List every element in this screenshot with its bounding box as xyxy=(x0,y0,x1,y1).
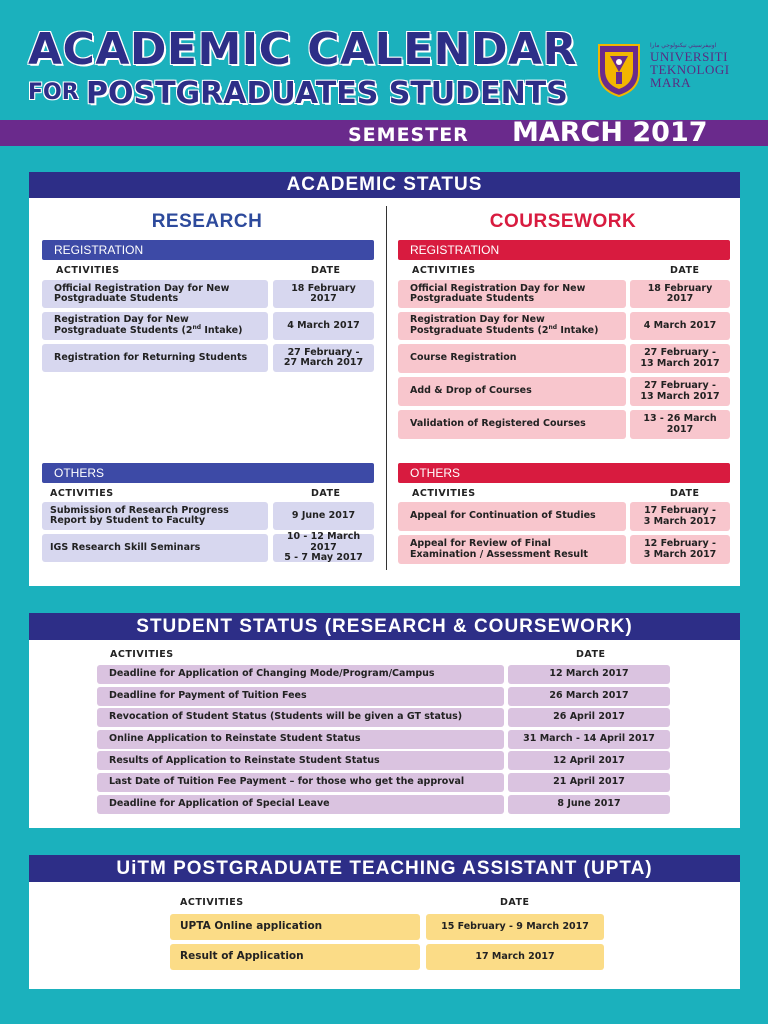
upta-date-header: DATE xyxy=(500,897,530,908)
coursework-reg-row-2-text-end: Intake) xyxy=(557,325,599,337)
coursework-others-row-2-activity: Appeal for Review of Final Examination / Assessment Result xyxy=(398,535,626,564)
student-status-row-4-activity: Online Application to Reinstate Student Status xyxy=(97,730,504,749)
column-divider xyxy=(386,206,387,570)
upta-activities-header: ACTIVITIES xyxy=(180,897,244,908)
logo-line-3: MARA xyxy=(650,75,692,90)
upta-row-2-activity: Result of Application xyxy=(170,944,420,970)
coursework-reg-row-2-sup: nd xyxy=(548,324,558,332)
student-status-row-3-activity: Revocation of Student Status (Students will be given a GT status) xyxy=(97,708,504,727)
student-status-row-2-date: 26 March 2017 xyxy=(508,687,670,706)
research-registration-bar: REGISTRATION xyxy=(42,240,374,260)
coursework-registration-bar: REGISTRATION xyxy=(398,240,730,260)
date-line-1: 12 February - xyxy=(644,538,716,550)
logo-line-1: UNIVERSITI xyxy=(650,49,728,64)
upta-row-1-date: 15 February - 9 March 2017 xyxy=(426,914,604,940)
research-others-row-1-activity: Submission of Research Progress Report by Student to Faculty xyxy=(42,502,268,530)
coursework-reg-row-1-date: 18 February 2017 xyxy=(630,280,730,308)
date-line-1: 27 February - xyxy=(287,346,360,358)
research-others-date-header: DATE xyxy=(311,488,341,499)
coursework-reg-row-3-activity: Course Registration xyxy=(398,344,626,373)
research-date-header: DATE xyxy=(311,265,341,276)
date-line-2: 13 March 2017 xyxy=(640,390,720,402)
research-reg-row-1-activity: Official Registration Day for New Postgraduate Students xyxy=(42,280,268,308)
coursework-title: COURSEWORK xyxy=(489,211,637,232)
research-others-row-1-date: 9 June 2017 xyxy=(273,502,374,530)
semester-label xyxy=(336,115,738,151)
date-line-1: 10 - 12 March 2017 xyxy=(286,531,361,553)
coursework-others-row-2-date xyxy=(630,535,730,564)
coursework-activities-header: ACTIVITIES xyxy=(412,265,476,276)
research-others-row-2-activity: IGS Research Skill Seminars xyxy=(42,534,268,562)
coursework-reg-row-2-text: Registration Day for New Postgraduate Students (2 xyxy=(410,313,549,337)
coursework-reg-row-5-activity: Validation of Registered Courses xyxy=(398,410,626,439)
coursework-reg-row-5-date xyxy=(630,410,730,439)
date-line-1: 13 - 26 March xyxy=(643,413,717,425)
date-line-1: 17 February - xyxy=(644,505,716,517)
research-activities-header: ACTIVITIES xyxy=(56,265,120,276)
coursework-date-header: DATE xyxy=(670,265,700,276)
coursework-reg-row-4-activity: Add & Drop of Courses xyxy=(398,377,626,406)
student-status-row-5-date: 12 April 2017 xyxy=(508,751,670,770)
coursework-others-date-header: DATE xyxy=(670,488,700,499)
date-line-2: 27 March 2017 xyxy=(283,357,364,368)
coursework-others-row-1-activity: Appeal for Continuation of Studies xyxy=(398,502,626,531)
research-others-bar: OTHERS xyxy=(42,463,374,483)
student-status-row-7-date: 8 June 2017 xyxy=(508,795,670,814)
research-reg-row-2-activity xyxy=(42,312,268,340)
upta-row-2-date: 17 March 2017 xyxy=(426,944,604,970)
coursework-reg-row-1-activity: Official Registration Day for New Postgraduate Students xyxy=(398,280,626,308)
research-others-activities-header: ACTIVITIES xyxy=(50,488,114,499)
date-line-2: 13 March 2017 xyxy=(640,357,720,369)
coursework-reg-row-4-date xyxy=(630,377,730,406)
student-status-activities-header: ACTIVITIES xyxy=(110,649,174,660)
date-line-1: 27 February - xyxy=(644,347,716,359)
main-title-line1: ACADEMIC CALENDAR xyxy=(28,24,577,75)
main-title-for: FOR xyxy=(28,80,79,105)
semester-prefix: SEMESTER xyxy=(348,124,469,146)
main-title-line2: POSTGRADUATES STUDENTS xyxy=(86,76,568,111)
coursework-others-bar: OTHERS xyxy=(398,463,730,483)
academic-status-heading: ACADEMIC STATUS xyxy=(29,172,740,198)
research-reg-row-2-sup: nd xyxy=(192,324,202,332)
logo-script-text: ﺍﻭﻧﻴﻔﺮﺳﻴﺘﻲ ﺗﻴﻜﻨﻮﻟﻮﺟﻲ ﻣﺎﺭﺍ xyxy=(650,43,717,49)
student-status-row-1-activity: Deadline for Application of Changing Mode/Program/Campus xyxy=(97,665,504,684)
research-title: RESEARCH xyxy=(151,211,263,232)
student-status-row-5-activity: Results of Application to Reinstate Student Status xyxy=(97,751,504,770)
coursework-reg-row-3-date xyxy=(630,344,730,373)
date-line-2: 3 March 2017 xyxy=(643,515,717,527)
research-reg-row-1-date: 18 February 2017 xyxy=(273,280,374,308)
date-line-2: 5 - 7 May 2017 xyxy=(284,552,363,564)
student-status-row-2-activity: Deadline for Payment of Tuition Fees xyxy=(97,687,504,706)
coursework-others-row-1-date xyxy=(630,502,730,531)
logo-line-2: TEKNOLOGI xyxy=(650,62,730,77)
student-status-date-header: DATE xyxy=(576,649,606,660)
date-line-1: 27 February - xyxy=(644,380,716,392)
coursework-reg-row-2-activity xyxy=(398,312,626,340)
upta-row-1-activity: UPTA Online application xyxy=(170,914,420,940)
student-status-row-6-activity: Last Date of Tuition Fee Payment – for those who get the approval xyxy=(97,773,504,792)
student-status-heading: STUDENT STATUS (RESEARCH & COURSEWORK) xyxy=(29,613,740,640)
research-reg-row-2-date: 4 March 2017 xyxy=(273,312,374,340)
research-reg-row-3-activity: Registration for Returning Students xyxy=(42,344,268,372)
coursework-reg-row-2-date: 4 March 2017 xyxy=(630,312,730,340)
research-reg-row-2-text: Registration Day for New Postgraduate Students (2 xyxy=(54,313,193,337)
upta-heading: UiTM POSTGRADUATE TEACHING ASSISTANT (UPTA) xyxy=(29,855,740,882)
uitm-logo-text xyxy=(650,42,740,89)
student-status-row-4-date: 31 March - 14 April 2017 xyxy=(508,730,670,749)
student-status-row-1-date: 12 March 2017 xyxy=(508,665,670,684)
research-reg-row-2-text-end: Intake) xyxy=(201,325,243,337)
coursework-others-activities-header: ACTIVITIES xyxy=(412,488,476,499)
research-reg-row-3-date xyxy=(273,344,374,372)
student-status-row-3-date: 26 April 2017 xyxy=(508,708,670,727)
uitm-crest-icon xyxy=(596,42,642,98)
research-others-row-2-date xyxy=(273,531,374,564)
semester-value: MARCH 2017 xyxy=(512,117,708,148)
date-line-2: 3 March 2017 xyxy=(643,548,717,560)
student-status-row-7-activity: Deadline for Application of Special Leave xyxy=(97,795,504,814)
student-status-row-6-date: 21 April 2017 xyxy=(508,773,670,792)
date-line-2: 2017 xyxy=(666,423,694,435)
